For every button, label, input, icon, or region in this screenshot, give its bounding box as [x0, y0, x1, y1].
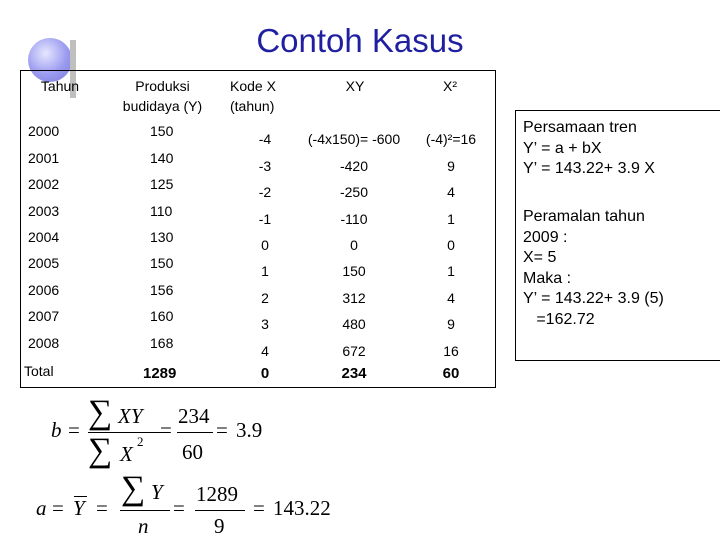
data-table-border [20, 70, 496, 388]
total-cell: Total [24, 363, 54, 379]
sigma-symbol: ∑ [121, 470, 146, 507]
table-cell: 9 [447, 316, 455, 332]
b-num-symbol: XY [118, 404, 143, 428]
forecast-line: =162.72 [523, 310, 595, 328]
forecast-line: Y’ = 143.22+ 3.9 (5) [523, 290, 664, 307]
total-cell: 0 [260, 365, 270, 382]
table-cell: 4 [447, 290, 455, 306]
table-cell: 150 [150, 255, 174, 271]
a-num-value: 1289 [196, 482, 238, 506]
sigma-symbol: ∑ [88, 394, 113, 431]
table-cell: 2 [261, 290, 269, 306]
table-cell: 9 [447, 158, 455, 174]
table-cell: 150 [150, 123, 174, 139]
table-cell: 130 [150, 229, 174, 245]
header-kode-x: Kode X (tahun) [230, 78, 276, 114]
table-cell: 2005 [28, 255, 60, 271]
table-cell: 2006 [28, 282, 60, 298]
total-cell: 234 [341, 365, 367, 382]
b-den-exponent: 2 [137, 434, 144, 449]
a-eq: = [173, 496, 185, 520]
slide-title: Contoh Kasus [256, 22, 464, 59]
forecast-line: Maka : [523, 269, 572, 287]
table-cell: (-4)²=16 [425, 131, 477, 147]
ybar-bar [74, 496, 87, 497]
header-tahun: Tahun [40, 78, 80, 94]
table-cell: 2003 [28, 203, 60, 219]
b-den-value: 60 [182, 440, 203, 464]
table-cell: 312 [342, 290, 366, 306]
table-cell: -2 [258, 184, 272, 200]
a-den-symbol: n [138, 514, 149, 538]
table-cell: 1 [261, 263, 269, 279]
trend-line: Persamaan tren [523, 119, 637, 136]
b-result: 3.9 [236, 418, 263, 442]
table-cell: 16 [443, 343, 459, 359]
table-cell: -3 [258, 158, 272, 174]
header-produksi: Produksi budidaya (Y) [122, 78, 203, 114]
table-cell: 4 [447, 184, 455, 200]
table-cell: 1 [447, 211, 455, 227]
trend-line: Y’ = 143.22+ 3.9 X [523, 160, 655, 177]
forecast-line: X= 5 [523, 249, 557, 266]
a-eq: = [96, 496, 108, 520]
a-lhs: a [36, 496, 47, 520]
total-cell: 1289 [143, 365, 177, 382]
table-cell: -110 [340, 211, 368, 227]
a-value-fraction-line [195, 510, 245, 511]
a-eq: = [52, 496, 64, 520]
table-cell: 156 [150, 282, 174, 298]
b-num-value: 234 [178, 404, 210, 428]
header-xy: XY [345, 78, 365, 94]
table-cell: 1 [447, 263, 455, 279]
table-cell: 0 [447, 237, 455, 253]
table-cell: 4 [261, 343, 269, 359]
table-cell: 168 [150, 335, 174, 351]
a-eq: = [253, 496, 265, 520]
a-num-symbol: Y [151, 480, 163, 504]
a-ybar: Y [73, 496, 85, 520]
table-cell: 480 [342, 316, 366, 332]
a-den-value: 9 [214, 514, 225, 538]
table-cell: 140 [150, 150, 174, 166]
b-eq: = [216, 418, 228, 442]
table-cell: 672 [342, 343, 366, 359]
table-cell: 2004 [28, 229, 60, 245]
b-eq: = [68, 418, 80, 442]
trend-line: Y’ = a + bX [523, 139, 602, 157]
table-cell: -250 [339, 184, 369, 200]
table-cell: 2007 [28, 308, 60, 324]
a-result: 143.22 [273, 496, 331, 520]
header-x-squared: X² [443, 78, 457, 94]
table-cell: 125 [150, 176, 174, 192]
b-den-symbol: X [120, 442, 133, 466]
table-cell: -4 [258, 131, 272, 147]
table-cell: 2008 [28, 335, 60, 351]
total-cell: 60 [442, 365, 460, 382]
b-lhs: b [51, 418, 62, 442]
b-eq: = [160, 418, 172, 442]
a-fraction-line [120, 510, 170, 511]
table-cell: 0 [350, 237, 358, 253]
table-cell: 0 [261, 237, 269, 253]
table-cell: 2001 [28, 150, 60, 166]
table-cell: 110 [150, 203, 173, 219]
table-cell: -420 [339, 158, 369, 174]
table-cell: 3 [261, 316, 269, 332]
b-value-fraction-line [177, 432, 213, 433]
table-cell: 150 [342, 263, 366, 279]
sigma-symbol: ∑ [88, 432, 113, 469]
forecast-line: Peramalan tahun [523, 208, 645, 225]
table-cell: 160 [150, 308, 174, 324]
table-cell: (-4x150)= -600 [307, 131, 401, 147]
table-cell: 2002 [28, 176, 60, 192]
table-cell: 2000 [28, 123, 60, 139]
table-cell: -1 [258, 211, 272, 227]
forecast-line: 2009 : [523, 228, 568, 246]
